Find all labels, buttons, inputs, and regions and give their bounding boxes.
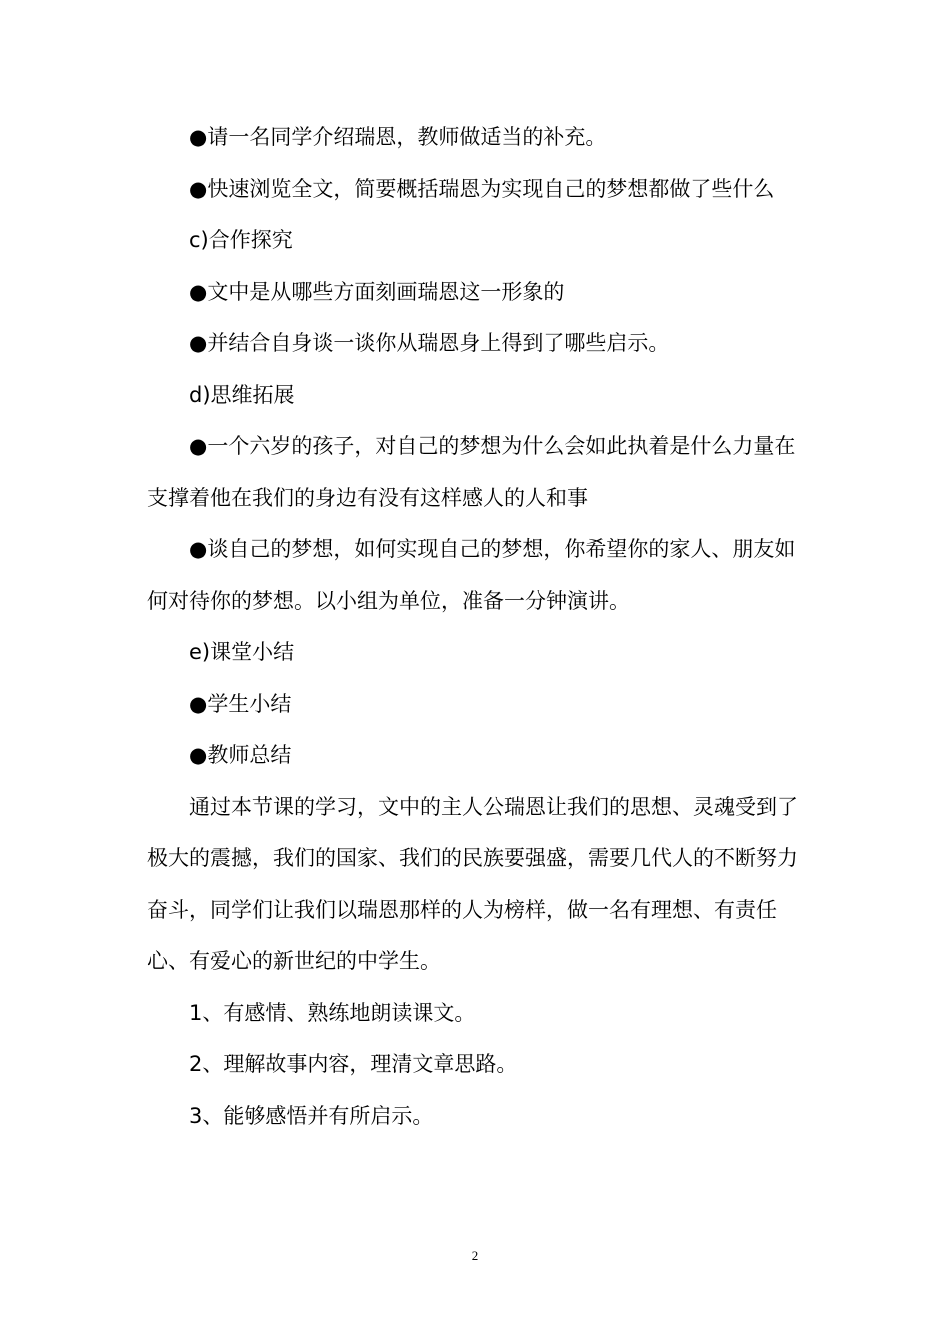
objective-3: 3、能够感悟并有所启示。 <box>189 1103 434 1128</box>
paragraph-skim-summary: ●快速浏览全文，简要概括瑞恩为实现自己的梦想都做了些什么 <box>189 176 775 201</box>
heading-class-summary: e)课堂小结 <box>189 640 295 664</box>
paragraph-own-dream: ●谈自己的梦想，如何实现自己的梦想，你希望你的家人、朋友如何对待你的梦想。以小组为单位，准备一分钟演讲。 <box>147 537 796 613</box>
objective-2: 2、理解故事内容，理清文章思路。 <box>189 1052 518 1076</box>
paragraph-teacher-summary: ●教师总结 <box>189 743 292 767</box>
paragraph-student-summary: ●学生小结 <box>189 691 292 716</box>
objective-1: 1、有感情、熟练地朗读课文。 <box>189 1000 476 1025</box>
paragraph-six-year-old: ●一个六岁的孩子，对自己的梦想为什么会如此执着是什么力量在支撑着他在我们的身边有没有这样感人的人和事 <box>147 434 796 510</box>
paragraph-inspiration: ●并结合自身谈一谈你从瑞恩身上得到了哪些启示。 <box>189 331 670 355</box>
heading-thinking-extension: d)思维拓展 <box>189 382 295 407</box>
paragraph-conclusion: 通过本节课的学习，文中的主人公瑞恩让我们的思想、灵魂受到了极大的震撼，我们的国家、我们的民族要强盛，需要几代人的不断努力奋斗，同学们让我们以瑞恩那样的人为榜样，做一名有理想、有责任心、有爱心的新世纪的中学生。 <box>147 794 798 973</box>
heading-cooperative-inquiry: c)合作探究 <box>189 228 293 252</box>
document-body <box>147 112 807 1142</box>
paragraph-intro-ryan: ●请一名同学介绍瑞恩，教师做适当的补充。 <box>189 125 607 149</box>
paragraph-character-portrayal: ●文中是从哪些方面刻画瑞恩这一形象的 <box>189 279 565 304</box>
page-number: 2 <box>471 1248 479 1263</box>
